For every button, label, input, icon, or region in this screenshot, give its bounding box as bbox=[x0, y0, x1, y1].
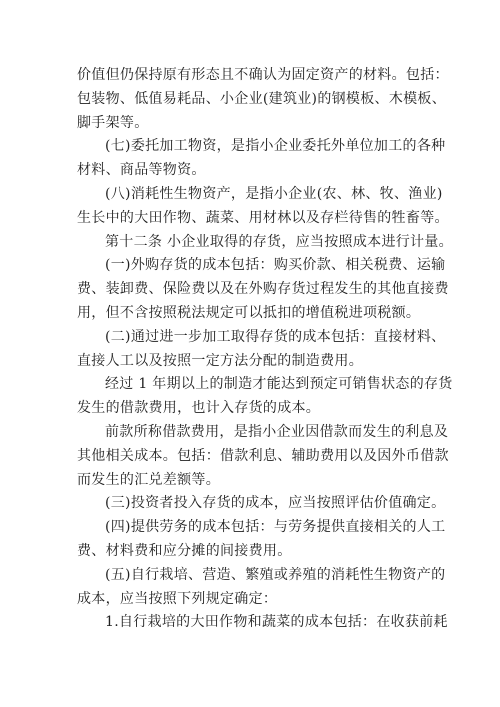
text-line: (一)外购存货的成本包括：购买价款、相关税费、运输 bbox=[105, 257, 446, 274]
text-line: (三)投资者投入存货的成本，应当按照评估价值确定。 bbox=[105, 495, 446, 512]
text-line: 前款所称借款费用，是指小企业因借款而发生的利息及 bbox=[105, 423, 449, 440]
text-line: 发生的借款费用，也计入存货的成本。 bbox=[77, 400, 321, 417]
text-line: (八)消耗性生物资产，是指小企业(农、林、牧、渔业) bbox=[105, 185, 443, 202]
text-line: (七)委托加工物资，是指小企业委托外单位加工的各种 bbox=[105, 138, 446, 155]
text-line: 第十二条 小企业取得的存货，应当按照成本进行计量。 bbox=[105, 233, 453, 250]
text-line: 生长中的大田作物、蔬菜、用材林以及存栏待售的牲畜等。 bbox=[77, 209, 449, 226]
text-line: 直接人工以及按照一定方法分配的制造费用。 bbox=[77, 352, 363, 369]
document-body bbox=[77, 64, 453, 635]
text-line: 价值但仍保持原有形态且不确认为固定资产的材料。包括： bbox=[77, 67, 449, 83]
text-line: 而发生的汇兑差额等。 bbox=[77, 471, 220, 488]
text-line: 费、装卸费、保险费以及在外购存货过程发生的其他直接费 bbox=[77, 281, 449, 298]
text-line: 1.自行栽培的大田作物和蔬菜的成本包括：在收获前耗 bbox=[105, 614, 448, 631]
text-line: 成本，应当按照下列规定确定： bbox=[77, 590, 278, 607]
text-line: (五)自行栽培、营造、繁殖或养殖的消耗性生物资产的 bbox=[105, 566, 446, 583]
text-line: (二)通过进一步加工取得存货的成本包括：直接材料、 bbox=[105, 328, 446, 345]
text-line: 其他相关成本。包括：借款利息、辅助费用以及因外币借款 bbox=[77, 447, 449, 464]
text-line: (四)提供劳务的成本包括：与劳务提供直接相关的人工 bbox=[105, 519, 446, 536]
text-line: 脚手架等。 bbox=[77, 114, 149, 131]
text-line: 经过 1 年期以上的制造才能达到预定可销售状态的存货 bbox=[105, 376, 453, 393]
text-line: 费、材料费和应分摊的间接费用。 bbox=[77, 542, 292, 559]
text-line: 材料、商品等物资。 bbox=[77, 162, 206, 179]
text-line: 包装物、低值易耗品、小企业(建筑业)的钢模板、木模板、 bbox=[77, 90, 447, 107]
text-line: 用，但不含按照税法规定可以抵扣的增值税进项税额。 bbox=[77, 304, 421, 321]
